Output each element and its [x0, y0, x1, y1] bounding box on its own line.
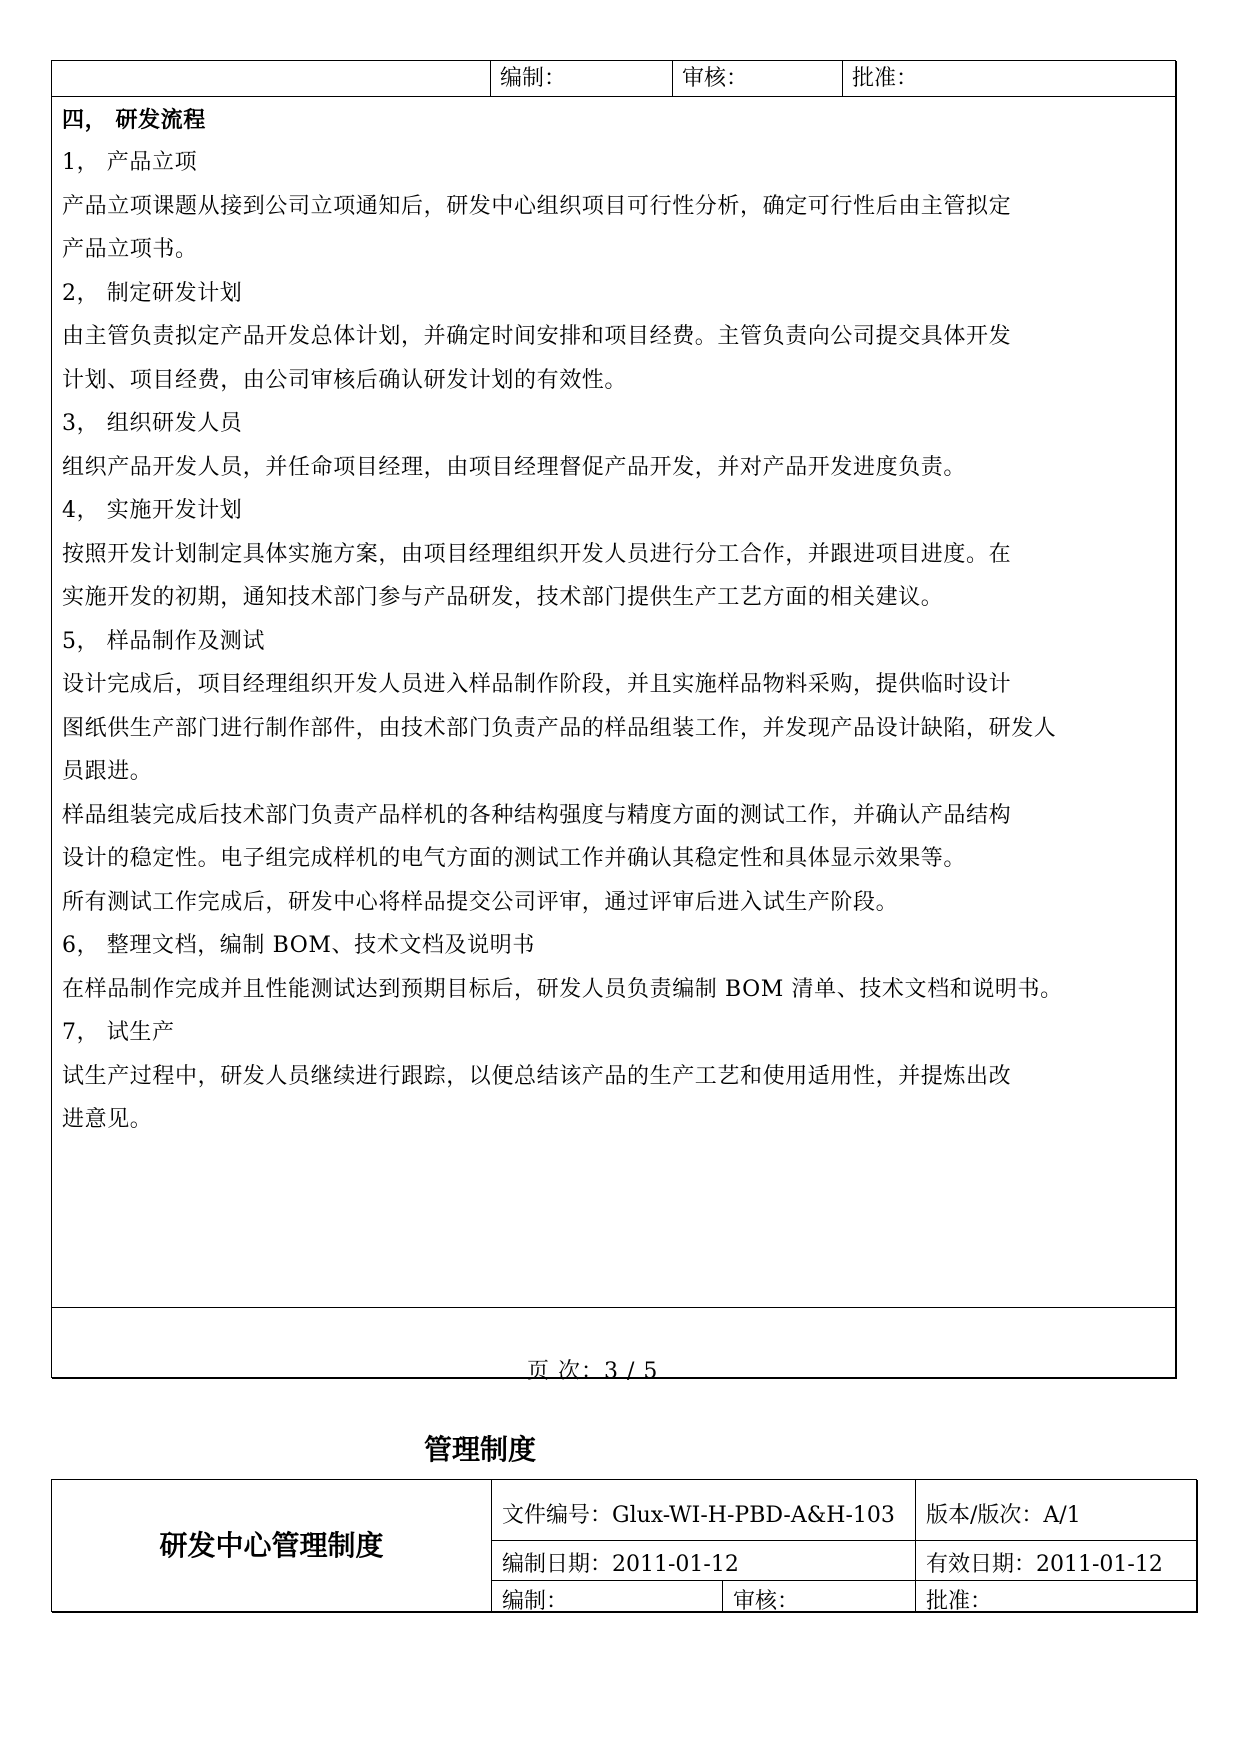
effective-date: 有效日期：2011-01-12	[926, 1552, 1163, 1577]
text-line: 按照开发计划制定具体实施方案，由项目经理组织开发人员进行分工合作，并跟进项目进度。在	[62, 542, 1012, 567]
file-number: 文件编号：Glux-WI-H-PBD-A&H-103	[502, 1503, 895, 1528]
prepared-cell: 编制：	[502, 1589, 569, 1614]
doc-heading: 管理制度	[424, 1433, 537, 1466]
version: 版本/版次：A/1	[926, 1503, 1081, 1528]
text-line: 4， 实施开发计划	[62, 498, 243, 523]
approved-cell: 批准：	[852, 66, 919, 91]
text-line: 实施开发的初期，通知技术部门参与产品研发，技术部门提供生产工艺方面的相关建议。	[62, 585, 944, 610]
text-line: 6， 整理文档，编制 BOM、技术文档及说明书	[62, 933, 535, 958]
reviewed-cell: 审核：	[682, 66, 749, 91]
prepared-cell: 编制：	[500, 66, 567, 91]
reviewed-cell: 审核：	[733, 1589, 800, 1614]
text-line: 试生产过程中，研发人员继续进行跟踪，以便总结该产品的生产工艺和使用适用性，并提炼出改	[62, 1064, 1012, 1089]
text-line: 1， 产品立项	[62, 150, 198, 175]
section-heading: 四， 研发流程	[62, 107, 206, 133]
page-number: 页 次：3 / 5	[527, 1359, 659, 1384]
text-line: 设计完成后，项目经理组织开发人员进入样品制作阶段，并且实施样品物料采购，提供临时设计	[62, 672, 1012, 697]
page-footer	[52, 1307, 1175, 1384]
prepared-date: 编制日期：2011-01-12	[502, 1552, 739, 1577]
text-line: 产品立项书。	[62, 237, 198, 262]
approved-cell: 批准：	[926, 1589, 993, 1614]
page-frame	[51, 60, 1176, 1384]
text-line: 在样品制作完成并且性能测试达到预期目标后，研发人员负责编制 BOM 清单、技术文档和说明书。	[62, 977, 1063, 1002]
text-line: 组织产品开发人员，并任命项目经理，由项目经理督促产品开发，并对产品开发进度负责。	[62, 455, 967, 480]
text-line: 2， 制定研发计划	[62, 281, 243, 306]
text-line: 5， 样品制作及测试	[62, 629, 265, 654]
text-line: 3， 组织研发人员	[62, 411, 243, 436]
text-line: 图纸供生产部门进行制作部件，由技术部门负责产品的样品组装工作，并发现产品设计缺陷，研发人	[62, 716, 1057, 741]
text-line: 进意见。	[62, 1107, 153, 1132]
text-line: 员跟进。	[62, 759, 153, 784]
text-line: 由主管负责拟定产品开发总体计划，并确定时间安排和项目经费。主管负责向公司提交具体开发	[62, 324, 1012, 349]
text-line: 计划、项目经费，由公司审核后确认研发计划的有效性。	[62, 368, 628, 393]
text-line: 7， 试生产	[62, 1020, 175, 1045]
text-line: 所有测试工作完成后，研发中心将样品提交公司评审，通过评审后进入试生产阶段。	[62, 890, 899, 915]
text-line: 样品组装完成后技术部门负责产品样机的各种结构强度与精度方面的测试工作，并确认产品结构	[62, 803, 1012, 828]
text-line: 产品立项课题从接到公司立项通知后，研发中心组织项目可行性分析，确定可行性后由主管拟定	[62, 194, 1012, 219]
text-line: 设计的稳定性。电子组完成样机的电气方面的测试工作并确认其稳定性和具体显示效果等。	[62, 846, 967, 871]
document-title: 研发中心管理制度	[52, 1480, 492, 1611]
document-info-table	[51, 1479, 1197, 1612]
approval-strip	[52, 61, 1175, 97]
